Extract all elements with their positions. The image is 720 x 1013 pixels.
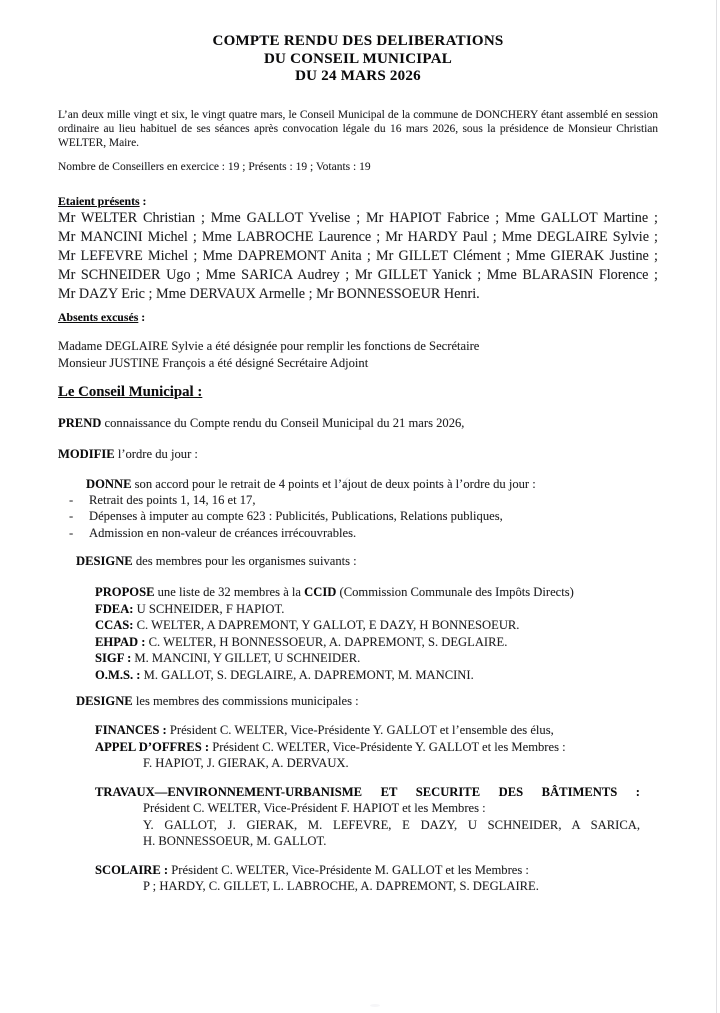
- scan-artifact: [370, 1004, 380, 1007]
- present-line: Mr DAZY Eric ; Mme DERVAUX Armelle ; Mr BONNESSOEUR Henri.: [58, 285, 480, 302]
- dash-bullet: -: [69, 525, 74, 540]
- dash-bullet: -: [69, 509, 74, 523]
- dash-bullet: -: [69, 492, 74, 507]
- commission-label: APPEL D’OFFRES :: [95, 739, 210, 754]
- document-content: [58, 0, 658, 895]
- counsellor-counts: Nombre de Conseillers en exercice : 19 ; Présents : 19 ; Votants : 19: [58, 160, 371, 173]
- organisme-label: FDEA:: [95, 601, 134, 616]
- organisme-label: CCAS:: [95, 618, 134, 632]
- title-line-3: DU 24 MARS 2026: [295, 68, 421, 84]
- commission-travaux-heading: TRAVAUX—ENVIRONNEMENT-URBANISME ET SECURITE DES BÂTIMENTS :: [95, 784, 640, 799]
- modifie-keyword: MODIFIE: [58, 446, 115, 461]
- title-line-1: COMPTE RENDU DES DELIBERATIONS: [212, 33, 504, 49]
- present-line: Mr WELTER Christian ; Mme GALLOT Yvelise ; Mr HAPIOT Fabrice ; Mme GALLOT Martine ;: [58, 209, 658, 226]
- prend-keyword: PREND: [58, 415, 102, 430]
- organisme-line: [95, 617, 658, 634]
- organisme-members: M. MANCINI, Y GILLET, U SCHNEIDER.: [131, 651, 361, 665]
- title-line-2: DU CONSEIL MUNICIPAL: [263, 50, 453, 67]
- commission-text: Président C. WELTER, Vice-Présidente Y. GALLOT et les Membres :: [209, 739, 566, 754]
- donne-item: [58, 508, 658, 525]
- commission-appel-line: [95, 739, 658, 756]
- designe-organismes-line: [76, 553, 658, 569]
- absent-heading-label: Absents excusés: [58, 309, 139, 324]
- designe-text: les membres des commissions municipales :: [132, 694, 359, 708]
- organisme-members: C. WELTER, H BONNESSOEUR, A. DAPREMONT, S. DEGLAIRE.: [145, 634, 508, 649]
- donne-item: [58, 492, 658, 509]
- organisme-line: [95, 650, 658, 667]
- propose-text-1: une liste de 32 membres à la: [154, 585, 305, 599]
- commission-scolaire-line: [95, 862, 658, 879]
- prend-text: connaissance du Compte rendu du Conseil Municipal du 21 mars 2026,: [101, 415, 465, 430]
- present-line: Mr MANCINI Michel ; Mme LABROCHE Laurence ; Mr HARDY Paul ; Mme DEGLAIRE Sylvie ;: [58, 228, 658, 245]
- organisme-label: EHPAD :: [95, 634, 146, 649]
- commission-text: Président C. WELTER, Vice-Présidente M. GALLOT et les Membres :: [168, 862, 529, 877]
- commission-text: Président C. WELTER, Vice-Présidente Y. GALLOT et l’ensemble des élus,: [166, 723, 554, 737]
- donne-text: son accord pour le retrait de 4 points et l’ajout de deux points à l’ordre du jour :: [131, 476, 536, 491]
- organismes-list: [58, 601, 658, 684]
- secretary-designations: [58, 338, 658, 372]
- donne-line: [86, 476, 658, 492]
- ccid-keyword: CCID: [304, 585, 337, 599]
- organisme-label: SIGF :: [95, 651, 132, 665]
- present-heading-label: Etaient présents: [58, 193, 140, 208]
- present-heading-colon: :: [139, 193, 147, 208]
- appel-members-line: F. HAPIOT, J. GIERAK, A. DERVAUX.: [143, 756, 349, 770]
- present-list: [58, 209, 658, 304]
- commission-finances-line: [95, 722, 658, 739]
- donne-item: [58, 525, 658, 542]
- organisme-line: [95, 601, 658, 618]
- propose-keyword: PROPOSE: [95, 585, 155, 599]
- modifie-line: [58, 446, 658, 462]
- organisme-label: O.M.S. :: [95, 667, 141, 682]
- present-heading: [58, 194, 658, 208]
- donne-item-text: Admission en non-valeur de créances irrécouvrables.: [89, 525, 357, 540]
- secretary-line: Madame DEGLAIRE Sylvie a été désignée pour remplir les fonctions de Secrétaire: [58, 338, 480, 353]
- organisme-line: [95, 667, 658, 684]
- organisme-members: C. WELTER, A DAPREMONT, Y GALLOT, E DAZY, H BONNESOEUR.: [133, 618, 520, 632]
- council-heading: Le Conseil Municipal :: [58, 383, 203, 400]
- commissions-list: [58, 722, 658, 895]
- designe-text: des membres pour les organismes suivants :: [132, 554, 357, 568]
- donne-item-text: Retrait des points 1, 14, 16 et 17,: [89, 492, 256, 507]
- donne-keyword: DONNE: [86, 476, 132, 491]
- commission-label: SCOLAIRE :: [95, 862, 169, 877]
- travaux-members-line: Y. GALLOT, J. GIERAK, M. LEFEVRE, E DAZY, U SCHNEIDER, A SARICA,: [143, 817, 640, 832]
- scolaire-members-line: P ; HARDY, C. GILLET, L. LABROCHE, A. DAPREMONT, S. DEGLAIRE.: [143, 879, 539, 893]
- organisme-line: [95, 634, 658, 651]
- secretary-adjoint-line: Monsieur JUSTINE François a été désigné Secrétaire Adjoint: [58, 355, 369, 370]
- designe-commissions-line: [76, 693, 658, 709]
- propose-line: [95, 584, 658, 601]
- travaux-president-line: Président C. WELTER, Vice-Président F. HAPIOT et les Membres :: [143, 801, 486, 815]
- modifie-text: l’ordre du jour :: [114, 446, 198, 461]
- present-line: Mr LEFEVRE Michel ; Mme DAPREMONT Anita ; Mr GILLET Clément ; Mme GIERAK Justine ;: [58, 247, 658, 264]
- travaux-members-line: H. BONNESSOEUR, M. GALLOT.: [143, 834, 327, 848]
- document-title: [58, 33, 658, 86]
- designe-keyword: DESIGNE: [76, 694, 133, 708]
- scan-edge-line: [716, 0, 717, 1013]
- prend-line: [58, 415, 658, 431]
- propose-text-2: (Commission Communale des Impôts Directs): [336, 585, 574, 599]
- commission-label: FINANCES :: [95, 723, 167, 737]
- donne-items: [58, 492, 658, 542]
- absent-heading-colon: :: [138, 309, 146, 324]
- donne-item-text: Dépenses à imputer au compte 623 : Publicités, Publications, Relations publiques,: [89, 509, 503, 523]
- present-line: Mr SCHNEIDER Ugo ; Mme SARICA Audrey ; Mr GILLET Yanick ; Mme BLARASIN Florence ;: [58, 266, 658, 283]
- organisme-members: U SCHNEIDER, F HAPIOT.: [133, 601, 285, 616]
- designe-keyword: DESIGNE: [76, 554, 133, 568]
- intro-paragraph: L’an deux mille vingt et six, le vingt quatre mars, le Conseil Municipal de la commune de DONCHERY étant assemblé en session ordinaire au lieu habituel de ses séances après convocation légale du 16 mars 2026, sous la présidence de Monsieur Christian WELTER, Maire.: [58, 108, 658, 149]
- absent-heading: [58, 310, 658, 324]
- organisme-members: M. GALLOT, S. DEGLAIRE, A. DAPREMONT, M. MANCINI.: [140, 667, 474, 682]
